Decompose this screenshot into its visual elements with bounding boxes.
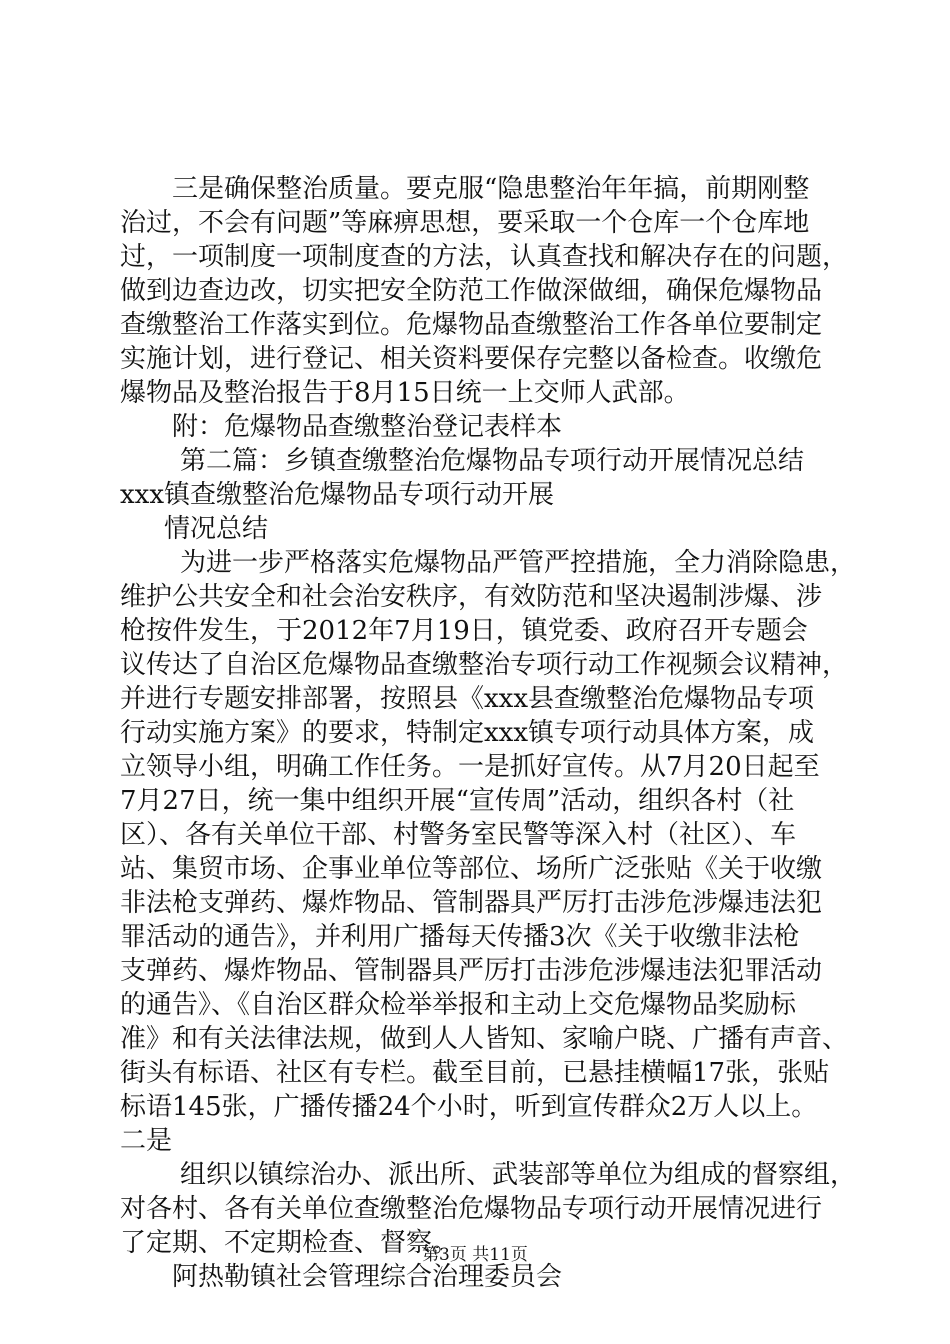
paragraph-line: 做到边查边改，切实把安全防范工作做深做细，确保危爆物品 xyxy=(120,276,823,306)
paragraph-line: 区）、各有关单位干部、村警务室民警等深入村（社区）、车 xyxy=(120,820,797,850)
section-title: xxx镇查缴整治危爆物品专项行动开展 xyxy=(120,480,554,510)
paragraph-line: 7月27日，统一集中组织开展“宣传周”活动，组织各村（社 xyxy=(120,786,795,816)
paragraph-line: 行动实施方案》的要求，特制定xxx镇专项行动具体方案，成 xyxy=(120,718,814,748)
paragraph-line: 支弹药、爆炸物品、管制器具严厉打击涉危涉爆违法犯罪活动 xyxy=(120,956,823,986)
paragraph-line: 为进一步严格落实危爆物品严管严控措施，全力消除隐患， xyxy=(180,548,857,578)
paragraph-line: 街头有标语、社区有专栏。截至目前，已悬挂横幅17张，张贴 xyxy=(120,1058,830,1088)
section-heading: 第二篇：乡镇查缴整治危爆物品专项行动开展情况总结 xyxy=(180,446,805,476)
paragraph-line: 爆物品及整治报告于8月15日统一上交师人武部。 xyxy=(120,378,690,408)
page-number-footer: 第3页 共11页 xyxy=(422,1245,528,1265)
paragraph-line: 准》和有关法律法规，做到人人皆知、家喻户晓、广播有声音、 xyxy=(120,1024,849,1054)
section-title-cont: 情况总结 xyxy=(164,514,269,544)
document-body xyxy=(120,172,857,1294)
paragraph-line: 二是 xyxy=(120,1126,173,1156)
signature-organization: 阿热勒镇社会管理综合治理委员会 xyxy=(172,1262,563,1292)
paragraph-line: 标语145张，广播传播24个小时，听到宣传群众2万人以上。 xyxy=(120,1092,818,1122)
paragraph-line: 查缴整治工作落实到位。危爆物品查缴整治工作各单位要制定 xyxy=(120,310,823,340)
paragraph-line: 治过，不会有问题”等麻痹思想，要采取一个仓库一个仓库地 xyxy=(120,208,810,238)
paragraph-line: 非法枪支弹药、爆炸物品、管制器具严厉打击涉危涉爆违法犯 xyxy=(120,888,823,918)
paragraph-line: 了定期、不定期检查、督察。 xyxy=(120,1228,459,1258)
paragraph-line: 罪活动的通告》，并利用广播每天传播3次《关于收缴非法枪 xyxy=(120,922,800,952)
paragraph-line: 维护公共安全和社会治安秩序，有效防范和坚决遏制涉爆、涉 xyxy=(120,582,823,612)
paragraph-line: 站、集贸市场、企事业单位等部位、场所广泛张贴《关于收缴 xyxy=(120,854,823,884)
paragraph-line: 三是确保整治质量。要克服“隐患整治年年搞，前期刚整 xyxy=(172,174,810,204)
paragraph-line: 过，一项制度一项制度查的方法，认真查找和解决存在的问题， xyxy=(120,242,849,272)
paragraph-line: 立领导小组，明确工作任务。一是抓好宣传。从7月20日起至 xyxy=(120,752,820,782)
paragraph-line: 的通告》、《自治区群众检举举报和主动上交危爆物品奖励标 xyxy=(120,990,797,1020)
attachment-note: 附：危爆物品查缴整治登记表样本 xyxy=(172,412,563,442)
paragraph-line: 并进行专题安排部署，按照县《xxx县查缴整治危爆物品专项 xyxy=(120,684,814,714)
paragraph-line: 对各村、各有关单位查缴整治危爆物品专项行动开展情况进行 xyxy=(120,1194,823,1224)
paragraph-line: 议传达了自治区危爆物品查缴整治专项行动工作视频会议精神， xyxy=(120,650,849,680)
paragraph-line: 实施计划，进行登记、相关资料要保存完整以备检查。收缴危 xyxy=(120,344,823,374)
paragraph-line: 组织以镇综治办、派出所、武装部等单位为组成的督察组， xyxy=(180,1160,857,1190)
paragraph-line: 枪按件发生，于2012年7月19日，镇党委、政府召开专题会 xyxy=(120,616,808,646)
